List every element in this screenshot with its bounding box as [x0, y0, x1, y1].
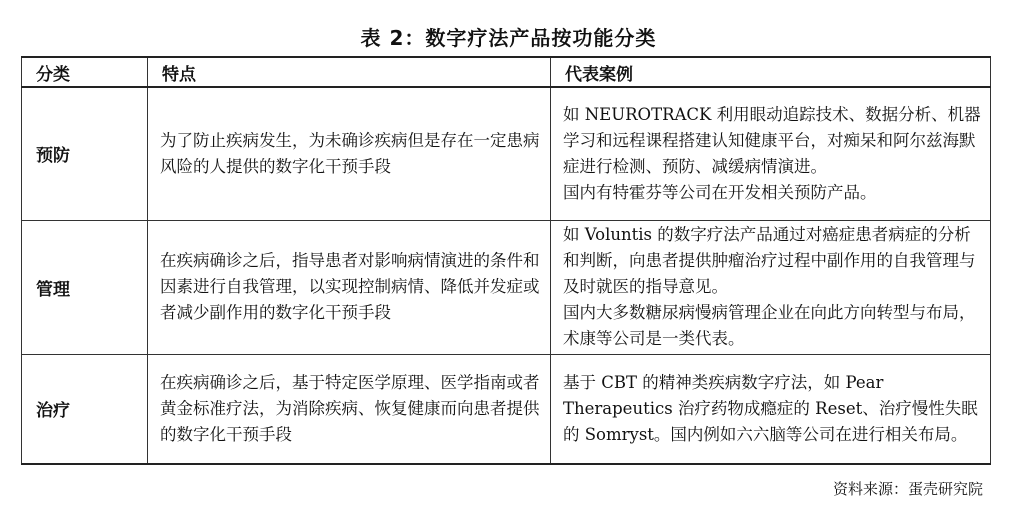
- table-row-treatment: [22, 354, 991, 464]
- table-title: 表 2：数字疗法产品按功能分类: [360, 26, 657, 50]
- classification-table: [21, 56, 991, 465]
- feature-cell: 为了防止疾病发生，为未确诊疾病但是存在一定患病风险的人提供的数字化干预手段: [148, 87, 551, 220]
- table-header-row: [22, 57, 991, 87]
- example-text: 国内大多数糖尿病慢病管理企业在向此方向转型与布局，术康等公司是一类代表。: [563, 303, 976, 348]
- header-examples: 代表案例: [551, 57, 991, 87]
- example-text: 如 Voluntis 的数字疗法产品通过对癌症患者病症的分析和判断，向患者提供肿瘤治疗过程中副作用的自我管理与及时就医的指导意见。: [563, 225, 976, 296]
- source-note: 资料来源：蛋壳研究院: [832, 480, 983, 498]
- examples-cell: [551, 87, 991, 220]
- category-cell: 治疗: [22, 354, 148, 464]
- feature-cell: 在疾病确诊之后，基于特定医学原理、医学指南或者黄金标准疗法，为消除疾病、恢复健康而向患者提供的数字化干预手段: [148, 354, 551, 464]
- example-text: 如 NEUROTRACK 利用眼动追踪技术、数据分析、机器学习和远程课程搭建认知健康平台，对痴呆和阿尔兹海默症进行检测、预防、减缓病情演进。: [563, 104, 981, 176]
- examples-cell: [551, 220, 991, 354]
- example-text: 基于 CBT 的精神类疾病数字疗法，如 Pear Therapeutics 治疗药物成瘾症的 Reset、治疗慢性失眠的 Somryst。国内例如六六脑等公司在进行相关布局。: [563, 372, 978, 444]
- table-row-management: [22, 220, 991, 354]
- examples-cell: [551, 354, 991, 464]
- category-cell: 预防: [22, 87, 148, 220]
- feature-cell: 在疾病确诊之后，指导患者对影响病情演进的条件和因素进行自我管理，以实现控制病情、降低并发症或者减少副作用的数字化干预手段: [148, 220, 551, 354]
- header-category: 分类: [22, 57, 148, 87]
- header-feature: 特点: [148, 57, 551, 87]
- example-text: 国内有特霍芬等公司在开发相关预防产品。: [563, 182, 877, 202]
- category-cell: 管理: [22, 220, 148, 354]
- table-row-prevention: [22, 87, 991, 220]
